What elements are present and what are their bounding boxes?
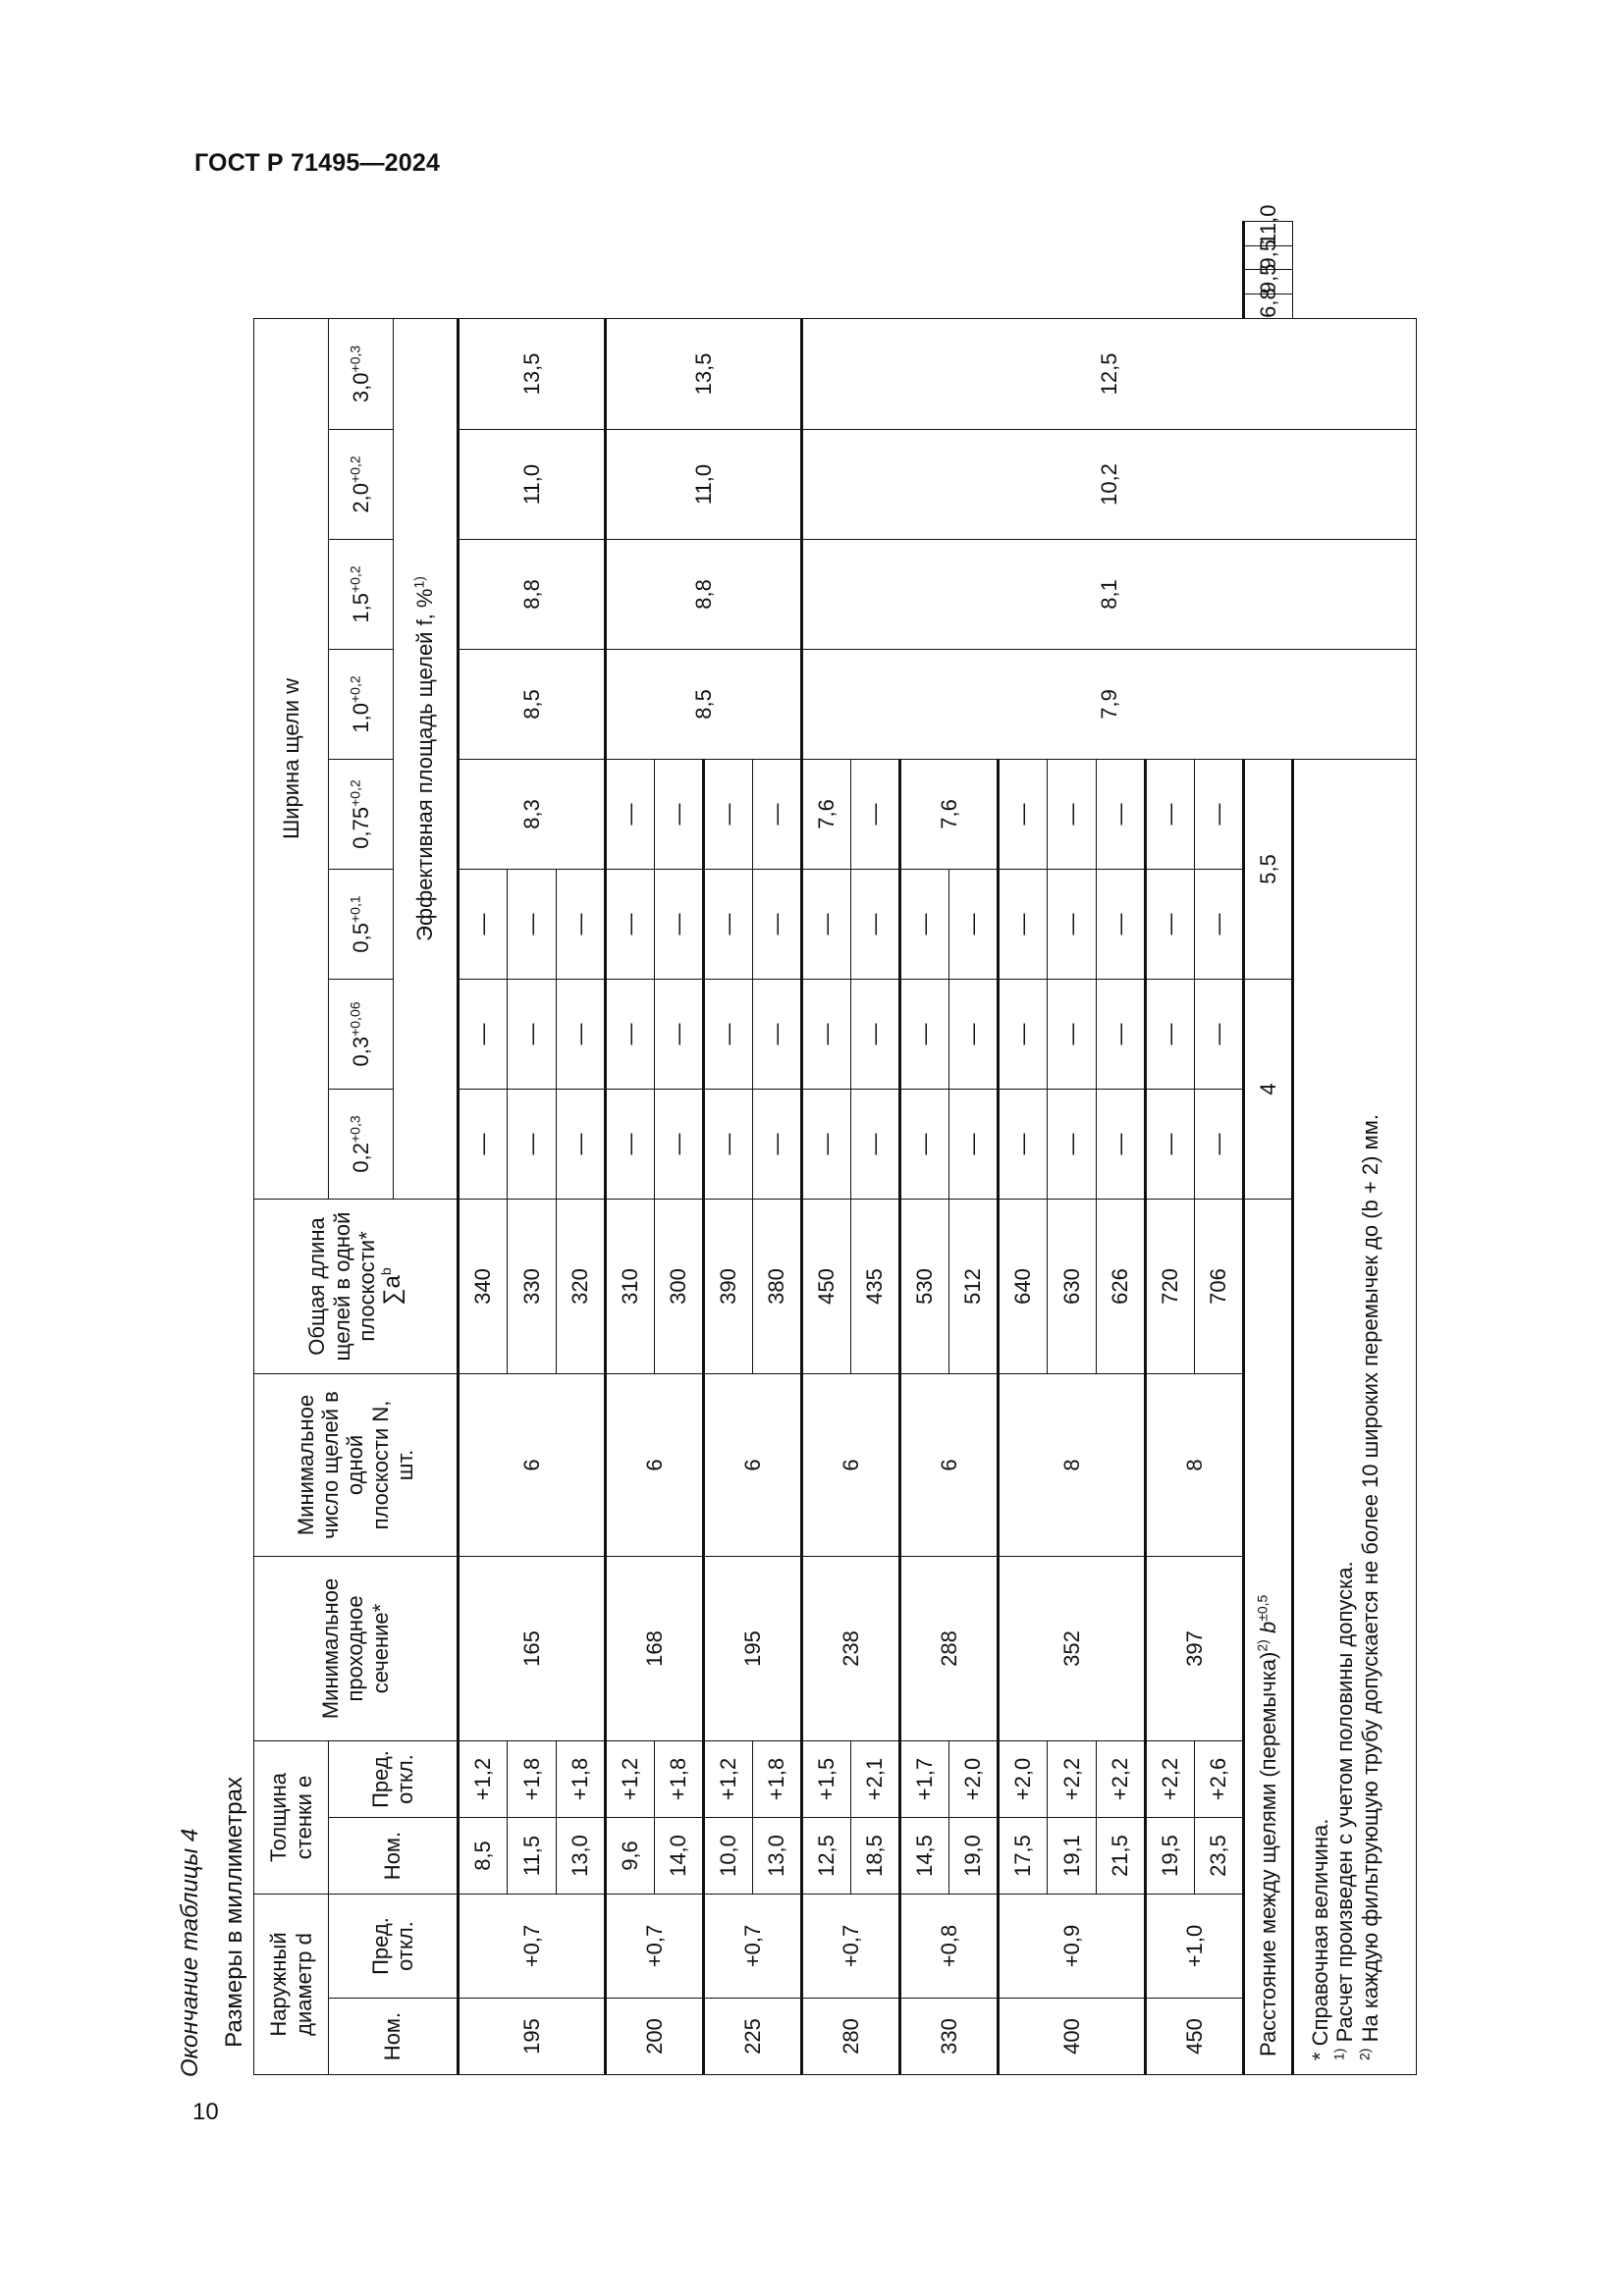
w075-cell: — bbox=[999, 759, 1048, 869]
min-slots-header: Минимальное число щелей в одной плоскости N, шт. bbox=[254, 1373, 459, 1556]
e-tol-cell: +2,6 bbox=[1195, 1740, 1244, 1817]
w05-cell: — bbox=[655, 869, 704, 979]
d-tol-header: Пред. откл. bbox=[329, 1895, 459, 1999]
spacing-30-cell: 11,0 bbox=[1244, 222, 1293, 246]
section-cell: 195 bbox=[704, 1556, 802, 1740]
w10-cell: 7,9 bbox=[802, 649, 1417, 759]
section-cell: 168 bbox=[606, 1556, 704, 1740]
w30-cell: 13,5 bbox=[606, 318, 802, 429]
w02-cell: — bbox=[655, 1089, 704, 1199]
w03-cell: — bbox=[1195, 979, 1244, 1089]
length-cell: 435 bbox=[851, 1199, 900, 1373]
e-tol-cell: +1,8 bbox=[508, 1740, 557, 1817]
e-nom-cell: 19,0 bbox=[949, 1818, 999, 1895]
length-cell: 640 bbox=[999, 1199, 1048, 1373]
slots-cell: 6 bbox=[900, 1373, 999, 1556]
e-nom-cell: 10,0 bbox=[704, 1818, 753, 1895]
header-row-1 bbox=[254, 222, 329, 2075]
w03-cell: — bbox=[1097, 979, 1146, 1089]
w05-cell: — bbox=[704, 869, 753, 979]
w30-cell: 13,5 bbox=[459, 318, 606, 429]
slots-cell: 6 bbox=[459, 1373, 606, 1556]
width-03-header: $0,3^{+0,06}$ bbox=[329, 979, 394, 1089]
w03-cell: — bbox=[802, 979, 851, 1089]
w03-cell: — bbox=[704, 979, 753, 1089]
e-tol-cell: +1,2 bbox=[606, 1740, 655, 1817]
e-tol-cell: +1,2 bbox=[459, 1740, 508, 1817]
wall-thickness-header: Толщина стенки e bbox=[254, 1740, 329, 1894]
w02-cell: — bbox=[900, 1089, 949, 1199]
d-nom-cell: 330 bbox=[900, 1999, 999, 2075]
e-tol-cell: +1,2 bbox=[704, 1740, 753, 1817]
w03-cell: — bbox=[508, 979, 557, 1089]
e-tol-cell: +2,2 bbox=[1048, 1740, 1097, 1817]
slots-cell: 6 bbox=[606, 1373, 704, 1556]
w075-cell: — bbox=[606, 759, 655, 869]
w05-cell: — bbox=[802, 869, 851, 979]
w03-cell: — bbox=[1146, 979, 1195, 1089]
w02-cell: — bbox=[1195, 1089, 1244, 1199]
length-cell: 630 bbox=[1048, 1199, 1097, 1373]
e-tol-cell: +1,8 bbox=[753, 1740, 802, 1817]
w05-cell: — bbox=[1195, 869, 1244, 979]
w10-cell: 8,5 bbox=[606, 649, 802, 759]
w03-cell: — bbox=[753, 979, 802, 1089]
slots-cell: 6 bbox=[704, 1373, 802, 1556]
w20-cell: 11,0 bbox=[459, 429, 606, 539]
footnote: $^{2)}$ На каждую фильтрующую трубу допускается не более 10 широких перемычек до (b + 2) мм. bbox=[1356, 1114, 1382, 2060]
length-cell: 390 bbox=[704, 1199, 753, 1373]
length-cell: 512 bbox=[949, 1199, 999, 1373]
w15-cell: 8,1 bbox=[802, 539, 1417, 649]
e-tol-cell: +1,5 bbox=[802, 1740, 851, 1817]
e-tol-cell: +2,2 bbox=[1097, 1740, 1146, 1817]
w05-cell: — bbox=[851, 869, 900, 979]
slots-cell: 8 bbox=[1146, 1373, 1244, 1556]
e-nom-cell: 21,5 bbox=[1097, 1818, 1146, 1895]
w075-cell: — bbox=[704, 759, 753, 869]
length-cell: 626 bbox=[1097, 1199, 1146, 1373]
section-cell: 397 bbox=[1146, 1556, 1244, 1740]
w075-cell: — bbox=[655, 759, 704, 869]
spacing-label: Расстояние между щелями (перемычка)$^{2)}$ $b^{\pm 0,5}$ bbox=[1244, 1199, 1293, 2074]
e-tol-cell: +2,0 bbox=[999, 1740, 1048, 1817]
units-note: Размеры в миллиметрах bbox=[221, 1777, 247, 2048]
width-30-header: $3,0^{+0,3}$ bbox=[329, 318, 394, 429]
e-tol-cell: +1,8 bbox=[557, 1740, 606, 1817]
w05-cell: — bbox=[753, 869, 802, 979]
length-cell: 450 bbox=[802, 1199, 851, 1373]
length-cell: 530 bbox=[900, 1199, 949, 1373]
w05-cell: — bbox=[606, 869, 655, 979]
spacing-10-cell: 6,8 bbox=[1244, 294, 1293, 319]
e-nom-cell: 8,5 bbox=[459, 1818, 508, 1895]
d-nom-cell: 225 bbox=[704, 1999, 802, 2075]
w02-cell: — bbox=[753, 1089, 802, 1199]
e-nom-cell: 17,5 bbox=[999, 1818, 1048, 1895]
w03-cell: — bbox=[606, 979, 655, 1089]
w02-cell: — bbox=[1097, 1089, 1146, 1199]
table-row bbox=[459, 222, 508, 2075]
length-cell: 330 bbox=[508, 1199, 557, 1373]
table-row bbox=[606, 222, 655, 2075]
spacing-05-075-cell: 5,5 bbox=[1244, 759, 1293, 979]
length-cell: 310 bbox=[606, 1199, 655, 1373]
w05-cell: — bbox=[949, 869, 999, 979]
w03-cell: — bbox=[851, 979, 900, 1089]
slot-dimensions-table bbox=[253, 204, 1417, 2075]
w03-cell: — bbox=[459, 979, 508, 1089]
e-nom-cell: 19,1 bbox=[1048, 1818, 1097, 1895]
e-tol-cell: +1,7 bbox=[900, 1740, 949, 1817]
w15-cell: 8,8 bbox=[606, 539, 802, 649]
w10-cell: 8,5 bbox=[459, 649, 606, 759]
w02-cell: — bbox=[802, 1089, 851, 1199]
w075-cell: 7,6 bbox=[900, 759, 999, 869]
d-nom-cell: 195 bbox=[459, 1999, 606, 2075]
w03-cell: — bbox=[557, 979, 606, 1089]
width-05-header: $0,5^{+0,1}$ bbox=[329, 869, 394, 979]
length-cell: 380 bbox=[753, 1199, 802, 1373]
e-nom-cell: 14,5 bbox=[900, 1818, 949, 1895]
d-nom-cell: 280 bbox=[802, 1999, 900, 2075]
e-nom-header: Ном. bbox=[329, 1818, 459, 1895]
slot-width-header: Ширина щели w bbox=[254, 318, 329, 1199]
e-tol-header: Пред. откл. bbox=[329, 1740, 459, 1817]
e-nom-cell: 19,5 bbox=[1146, 1818, 1195, 1895]
total-length-header bbox=[254, 1199, 459, 1373]
spacing-15-cell: 9,5 bbox=[1244, 270, 1293, 294]
w03-cell: — bbox=[949, 979, 999, 1089]
width-075-header: $0,75^{+0,2}$ bbox=[329, 759, 394, 869]
d-tol-cell: +0,8 bbox=[900, 1895, 999, 1999]
w075-cell: — bbox=[753, 759, 802, 869]
e-nom-cell: 13,0 bbox=[557, 1818, 606, 1895]
w02-cell: — bbox=[459, 1089, 508, 1199]
outer-diameter-header: Наружный диаметр d bbox=[254, 1895, 329, 2075]
footnotes bbox=[1293, 318, 1417, 2074]
total-length-label: Общая длина щелей в одной плоскости* bbox=[304, 1211, 379, 1362]
w02-cell: — bbox=[704, 1089, 753, 1199]
length-cell: 300 bbox=[655, 1199, 704, 1373]
w30-cell: 12,5 bbox=[802, 318, 1417, 429]
spacing-02-03-cell: 4 bbox=[1244, 979, 1293, 1199]
effective-area-header: Эффективная площадь щелей f, %$^{1)}$ bbox=[394, 318, 459, 1199]
min-section-header: Минимальное проходное сечение* bbox=[254, 1556, 459, 1740]
length-cell: 340 bbox=[459, 1199, 508, 1373]
w075-cell: — bbox=[851, 759, 900, 869]
table-caption: Окончание таблицы 4 bbox=[177, 1828, 203, 2077]
slots-cell: 8 bbox=[999, 1373, 1146, 1556]
e-tol-cell: +2,1 bbox=[851, 1740, 900, 1817]
e-nom-cell: 18,5 bbox=[851, 1818, 900, 1895]
w05-cell: — bbox=[557, 869, 606, 979]
e-tol-cell: +1,8 bbox=[655, 1740, 704, 1817]
notes-row bbox=[1293, 222, 1417, 2075]
w075-cell: — bbox=[1195, 759, 1244, 869]
w15-cell: 8,8 bbox=[459, 539, 606, 649]
d-tol-cell: +0,7 bbox=[704, 1895, 802, 1999]
d-nom-cell: 450 bbox=[1146, 1999, 1244, 2075]
width-20-header: $2,0^{+0,2}$ bbox=[329, 429, 394, 539]
w02-cell: — bbox=[557, 1089, 606, 1199]
total-length-symbol: $\sum a^b$ bbox=[378, 1267, 406, 1306]
w075-cell: — bbox=[1146, 759, 1195, 869]
section-cell: 165 bbox=[459, 1556, 606, 1740]
e-tol-cell: +2,2 bbox=[1146, 1740, 1195, 1817]
spacing-20-cell: 9,5 bbox=[1244, 245, 1293, 270]
w075-cell: 8,3 bbox=[459, 759, 606, 869]
d-nom-cell: 400 bbox=[999, 1999, 1146, 2075]
w02-cell: — bbox=[508, 1089, 557, 1199]
page-number: 10 bbox=[192, 2099, 219, 2125]
e-nom-cell: 13,0 bbox=[753, 1818, 802, 1895]
d-tol-cell: +0,9 bbox=[999, 1895, 1146, 1999]
w075-cell: 7,6 bbox=[802, 759, 851, 869]
w02-cell: — bbox=[1146, 1089, 1195, 1199]
section-cell: 238 bbox=[802, 1556, 900, 1740]
length-cell: 320 bbox=[557, 1199, 606, 1373]
width-15-header: $1,5^{+0,2}$ bbox=[329, 539, 394, 649]
width-02-header: $0,2^{+0,3}$ bbox=[329, 1089, 394, 1199]
w02-cell: — bbox=[606, 1089, 655, 1199]
e-nom-cell: 11,5 bbox=[508, 1818, 557, 1895]
w02-cell: — bbox=[851, 1089, 900, 1199]
w02-cell: — bbox=[949, 1089, 999, 1199]
w05-cell: — bbox=[999, 869, 1048, 979]
e-nom-cell: 9,6 bbox=[606, 1818, 655, 1895]
e-nom-cell: 14,0 bbox=[655, 1818, 704, 1895]
w03-cell: — bbox=[999, 979, 1048, 1089]
length-cell: 720 bbox=[1146, 1199, 1195, 1373]
footnote: * Справочная величина. bbox=[1308, 1818, 1332, 2060]
w05-cell: — bbox=[508, 869, 557, 979]
w05-cell: — bbox=[900, 869, 949, 979]
w02-cell: — bbox=[1048, 1089, 1097, 1199]
length-cell: 706 bbox=[1195, 1199, 1244, 1373]
w03-cell: — bbox=[655, 979, 704, 1089]
d-tol-cell: +0,7 bbox=[606, 1895, 704, 1999]
d-tol-cell: +1,0 bbox=[1146, 1895, 1244, 1999]
d-tol-cell: +0,7 bbox=[802, 1895, 900, 1999]
w05-cell: — bbox=[1097, 869, 1146, 979]
w02-cell: — bbox=[999, 1089, 1048, 1199]
w05-cell: — bbox=[1048, 869, 1097, 979]
section-cell: 352 bbox=[999, 1556, 1146, 1740]
footnote: $^{1)}$ Расчет произведен с учетом половины допуска. bbox=[1330, 1561, 1358, 2060]
e-tol-cell: +2,0 bbox=[949, 1740, 999, 1817]
w03-cell: — bbox=[1048, 979, 1097, 1089]
d-nom-cell: 200 bbox=[606, 1999, 704, 2075]
document-header: ГОСТ Р 71495—2024 bbox=[194, 149, 441, 177]
w05-cell: — bbox=[1146, 869, 1195, 979]
w20-cell: 10,2 bbox=[802, 429, 1417, 539]
w075-cell: — bbox=[1097, 759, 1146, 869]
width-10-header: $1,0^{+0,2}$ bbox=[329, 649, 394, 759]
d-nom-header: Ном. bbox=[329, 1999, 459, 2075]
d-tol-cell: +0,7 bbox=[459, 1895, 606, 1999]
w03-cell: — bbox=[900, 979, 949, 1089]
table-row bbox=[802, 222, 851, 2075]
header-row-2 bbox=[329, 222, 394, 2075]
e-nom-cell: 23,5 bbox=[1195, 1818, 1244, 1895]
w05-cell: — bbox=[459, 869, 508, 979]
w20-cell: 11,0 bbox=[606, 429, 802, 539]
w075-cell: — bbox=[1048, 759, 1097, 869]
slots-cell: 6 bbox=[802, 1373, 900, 1556]
e-nom-cell: 12,5 bbox=[802, 1818, 851, 1895]
section-cell: 288 bbox=[900, 1556, 999, 1740]
